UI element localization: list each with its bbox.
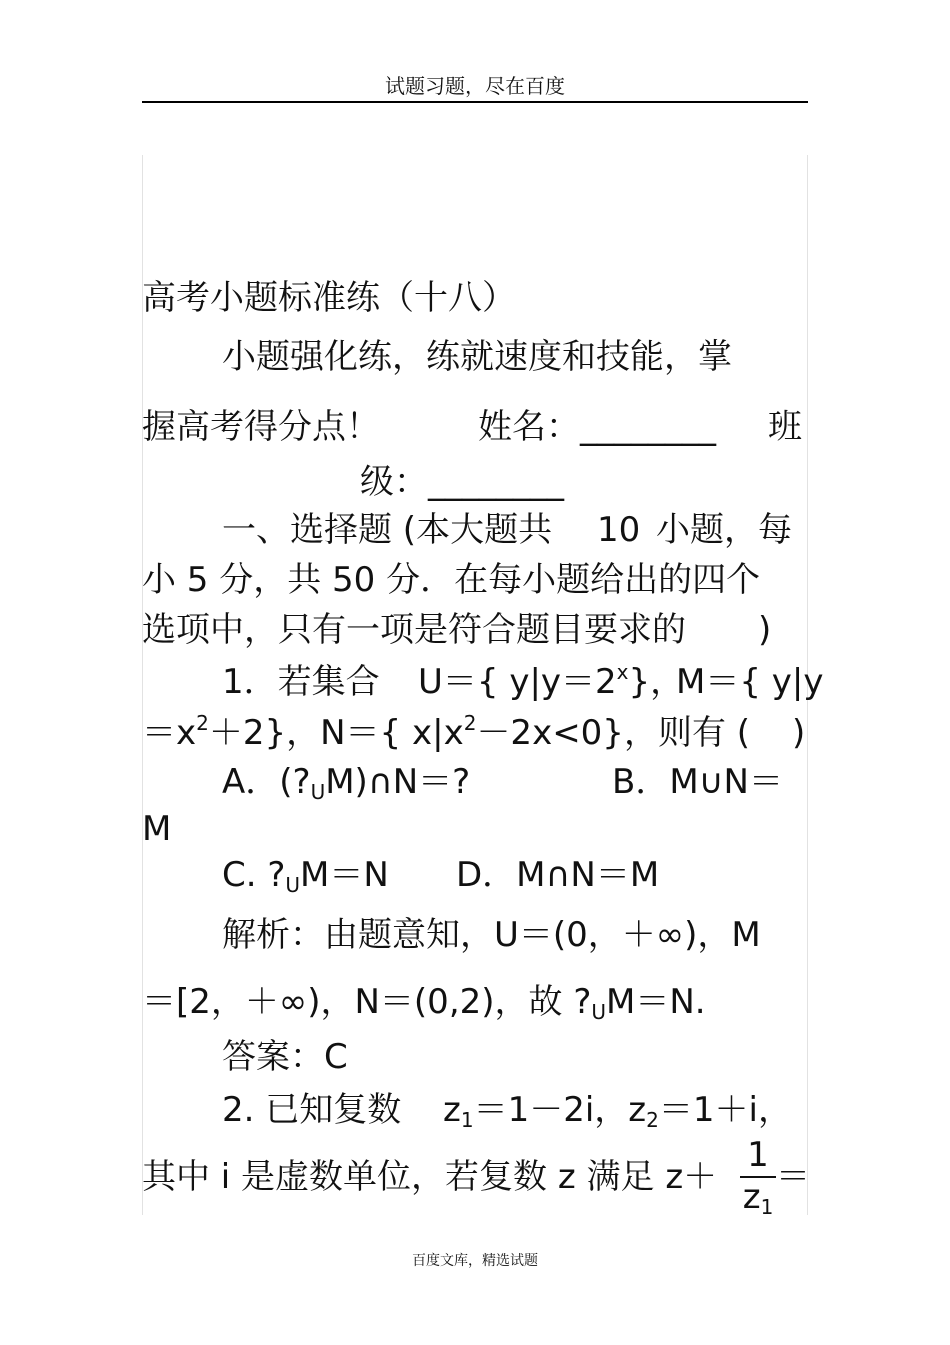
fraction-one-over-z1 [740, 1135, 776, 1219]
section-line-1c: 小题，每 [656, 510, 792, 550]
header-rule [142, 101, 808, 103]
q1-option-b-cont: M [142, 809, 172, 849]
fraction-numerator: 1 [747, 1135, 769, 1175]
section-line-1a: 一、选择题 (本大题共 [222, 510, 553, 550]
q1-answer: 答案：C [222, 1037, 348, 1077]
q1-option-a: A．$(?_UM)\cap N=$? [222, 762, 471, 804]
section-line-1b: 10 [597, 510, 641, 550]
q1-option-c: C. $?_UM=N$ [222, 855, 389, 897]
class-field: 级：________ [360, 462, 564, 502]
intro-line-2a: 握高考得分点！ [142, 407, 380, 447]
q1-number: 1．若集合 [222, 662, 380, 702]
q1-solution-2: ＝[2，＋∞)，N＝(0,2)，故 $?_UM=N$. [142, 982, 706, 1024]
page-footer: 百度文库，精选试题 [412, 1253, 538, 1269]
class-label-start: 班 [768, 407, 802, 447]
q2-number: 2. 已知复数 [222, 1090, 402, 1130]
q2-line-2: 其中 i 是虚数单位，若复数 z 满足 z＋ [142, 1157, 718, 1197]
q1-solution-1: 解析：由题意知，U＝(0，＋∞)，M [222, 915, 761, 955]
section-line-3a: 选项中，只有一项是符合题目要求的 [142, 610, 686, 650]
intro-line-1: 小题强化练，练就速度和技能，掌 [222, 337, 732, 377]
q2-equals: ＝ [776, 1157, 810, 1197]
fraction-denominator: $z_1$ [742, 1177, 774, 1219]
q2-line-1: $z_1=1-2i$，$z_2=1+i$， [443, 1090, 792, 1132]
q1-set-u: U＝{ $y|y=2^x$}， [418, 660, 685, 702]
q1-paren-close: ) [792, 713, 806, 753]
section-line-2: 小 5 分，共 50 分．在每小题给出的四个 [142, 560, 761, 600]
q1-option-d: D．M∩N＝M [456, 855, 660, 895]
q1-line-2: $=x^2+2$}，N＝{ $x|x^2-2x<0$}，则有 ( [142, 711, 751, 753]
doc-title: 高考小题标准练（十八） [142, 278, 516, 318]
q1-set-m-start: M＝{ y|y [676, 662, 824, 702]
q1-option-b: B．M∪N＝ [612, 762, 783, 802]
page-header: 试题习题，尽在百度 [385, 74, 565, 98]
section-line-3b: ) [758, 610, 772, 650]
name-field: 姓名：________ [478, 407, 716, 447]
